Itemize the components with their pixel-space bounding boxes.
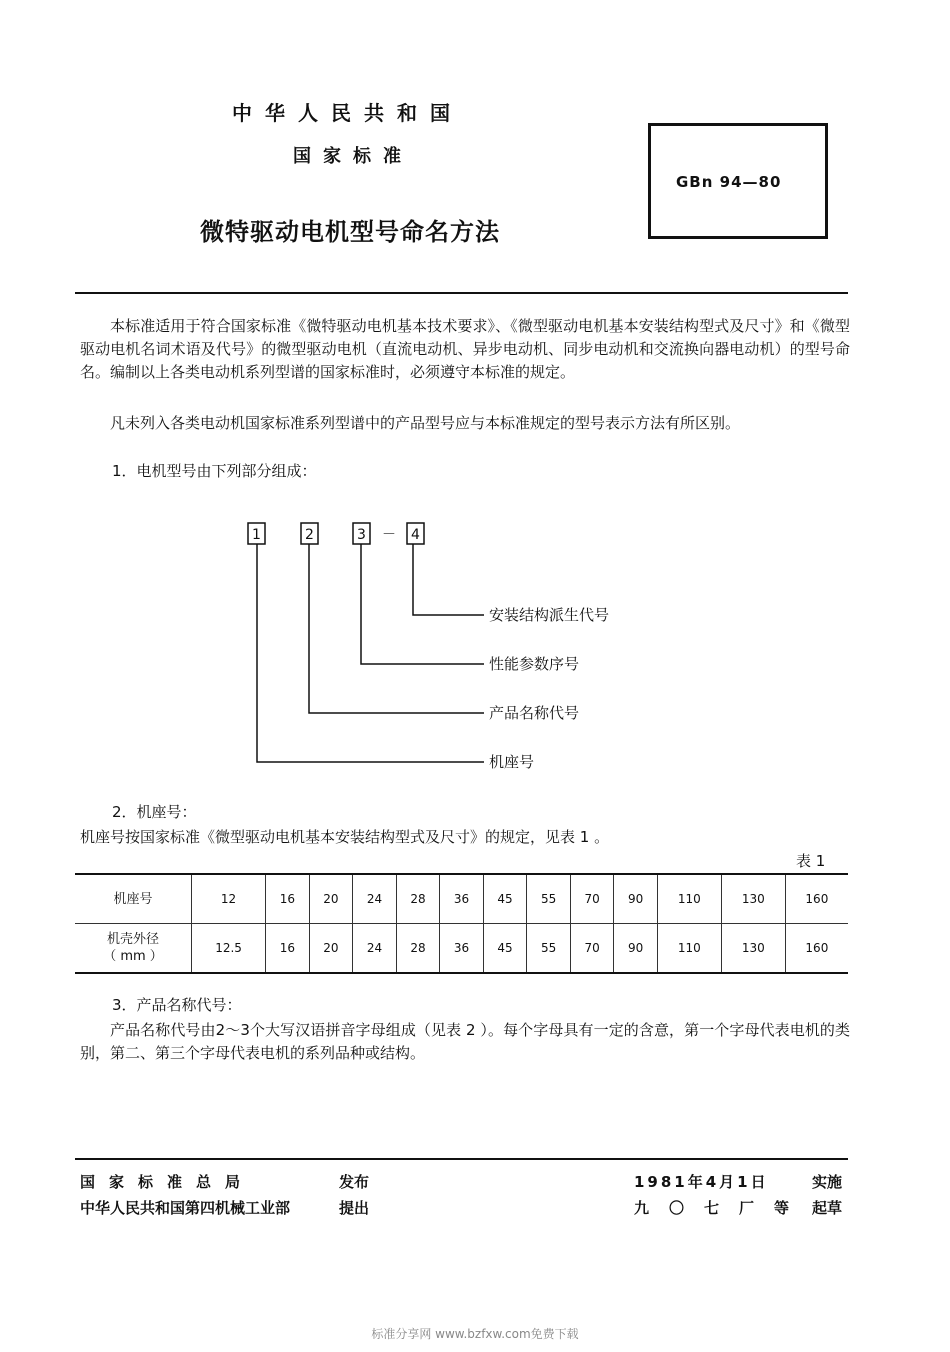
connector-line-2 (309, 544, 484, 713)
table-cell: 28 (396, 924, 440, 974)
row-label-unit: （ mm ） (103, 949, 163, 964)
diagram-box-3-label: 3 (357, 527, 366, 543)
diagram-box-2-label: 2 (305, 527, 314, 543)
table-row (75, 874, 848, 924)
section-3-text: 产品名称代号由2～3个大写汉语拼音字母组成（见表 2 ）。每个字母具有一定的含意，第一个字母代表电机的类别，第二、第三个字母代表电机的系列品种或结构。 (80, 1021, 850, 1062)
table-cell: 45 (483, 924, 527, 974)
table-cell: 160 (785, 924, 848, 974)
label-frame-number: 机座号 (489, 753, 535, 771)
table-cell: 130 (721, 874, 785, 924)
table-cell: 12 (192, 874, 266, 924)
standard-type-heading: 国家标准 (293, 146, 413, 167)
table-cell: 70 (570, 874, 614, 924)
section-2-heading: 2．机座号： (112, 803, 197, 821)
footer-proposer-action: 提出 (339, 1199, 370, 1217)
table-cell: 55 (527, 874, 571, 924)
table-cell: 12.5 (192, 924, 266, 974)
diagram-dash: － (382, 527, 396, 543)
table-cell: 16 (266, 874, 310, 924)
table-cell: 110 (657, 924, 721, 974)
table-cell: 24 (353, 874, 397, 924)
footer-effective-action: 实施 (812, 1173, 843, 1191)
label-product-name-code: 产品名称代号 (489, 704, 580, 722)
table-cell: 70 (570, 924, 614, 974)
row-label-housing-diameter (75, 924, 192, 974)
table-cell: 20 (309, 924, 353, 974)
table-cell: 160 (785, 874, 848, 924)
table-cell: 28 (396, 874, 440, 924)
footer-effective-date: 1981年4月1日 (634, 1173, 769, 1191)
table-row (75, 924, 848, 974)
section-2-text: 机座号按国家标准《微型驱动电机基本安装结构型式及尺寸》的规定，见表 1 。 (80, 828, 610, 846)
table-cell: 55 (527, 924, 571, 974)
table-cell: 130 (721, 924, 785, 974)
connector-line-1 (257, 544, 484, 762)
intro-paragraph-2: 凡未列入各类电动机国家标准系列型谱中的产品型号应与本标准规定的型号表示方法有所区别。 (110, 414, 741, 432)
label-performance-serial: 性能参数序号 (489, 655, 580, 673)
frame-size-table (75, 873, 848, 974)
label-mounting-derivative-code: 安装结构派生代号 (489, 606, 610, 624)
table-cell: 90 (614, 874, 658, 924)
footer-drafter-action: 起草 (812, 1199, 843, 1217)
table-cell: 36 (440, 924, 484, 974)
intro-paragraph-1: 本标准适用于符合国家标准《微特驱动电机基本技术要求》、《微型驱动电机基本安装结构型式及尺寸》和《微型驱动电机名词术语及代号》的微型驱动电机（直流电动机、异步电动机、同步电动机和交流换向器电动机）的型号命名。编制以上各类电动机系列型谱的国家标准时，必须遵守本标准的规定。 (80, 317, 850, 381)
table-1-caption: 表 1 (796, 852, 826, 870)
footer-publisher: 国家标准总局 (80, 1173, 255, 1191)
row-label-housing-diameter-text: 机壳外径 (106, 932, 159, 947)
connector-line-3 (361, 544, 484, 664)
section-1-heading: 1．电机型号由下列部分组成： (112, 462, 317, 480)
diagram-box-1-label: 1 (252, 527, 261, 543)
footer-drafter: 九〇七厂等 (634, 1199, 810, 1217)
table-cell: 36 (440, 874, 484, 924)
standard-code: GBn 94—80 (676, 173, 782, 191)
country-heading: 中华人民共和国 (232, 101, 463, 125)
table-cell: 45 (483, 874, 527, 924)
table-cell: 24 (353, 924, 397, 974)
diagram-box-4-label: 4 (411, 527, 420, 543)
document-title: 微特驱动电机型号命名方法 (200, 218, 500, 246)
row-label-frame-number: 机座号 (75, 874, 192, 924)
footer-proposer: 中华人民共和国第四机械工业部 (80, 1199, 291, 1217)
connector-line-4 (413, 544, 484, 615)
section-3-heading: 3．产品名称代号： (112, 996, 242, 1014)
table-cell: 16 (266, 924, 310, 974)
watermark-text: 标准分享网 www.bzfxw.com免费下载 (371, 1327, 579, 1341)
footer-divider (75, 1158, 848, 1160)
table-cell: 20 (309, 874, 353, 924)
table-cell: 90 (614, 924, 658, 974)
table-cell: 110 (657, 874, 721, 924)
footer-publisher-action: 发布 (339, 1173, 370, 1191)
